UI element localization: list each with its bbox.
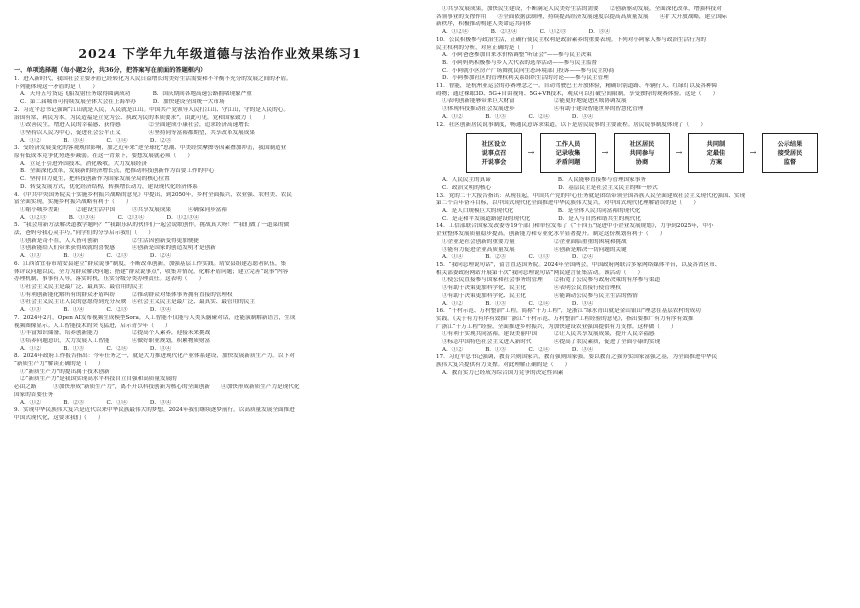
answer-options: C．是走和平发展道路建设的现代化 D．是人与自然和谐共生的现代化	[442, 215, 641, 222]
arrow-right-icon: →	[675, 148, 683, 158]
answer-options: A．①② B．①③ C．②④ D．③④	[442, 300, 594, 307]
answer-options: A．小阿爸爸参加自来水价格调整“听证会”——参与民主决策	[442, 52, 592, 59]
question-line: 9．实现中华民族伟大复兴是近代以来中华民族最伟大的梦想。2024年我们继续逐梦前行，以高质量发展全面推进	[14, 407, 295, 414]
question-line: 5．“我会用新方法解决道教学题吗？”“我跟乐队的伙伴们一起会说歌创作，挑战真大呀！”“我们做了一道菜的做	[14, 222, 290, 229]
question-line: 7．2024年2月，Open AI发布视频生成模型Sora。人工智能不仅能与人类头脑碰对话，还能演制解新语言，生成	[14, 314, 296, 321]
question-line: ③培养问题意识，大力发展人工智能 ④做好职业规划，积累物质财富	[20, 337, 211, 344]
question-line: ①使公民直接参与国家和社会事务的管理 ②拓宽了公民参与政府决策的有序参与渠道	[442, 277, 661, 284]
question-line: ①共享发展成果，加快民生建设，不断满足人民美好生活的需要 ②创新驱动发展，全面深化改革，增强科技对	[442, 6, 722, 12]
question-line: 原有低成本竞争优势逐步减弱。在这一背景下，要想发展就必须（ ）	[14, 153, 194, 160]
answer-options: A．①④ B．②③ C．①③ D．②④	[442, 254, 594, 261]
answer-options: A．①② B．①③ C．②④ D．③④	[442, 113, 594, 120]
question-line: 中国式现代化，这要求我们（ ）	[14, 414, 104, 421]
question-line: ①社会主义民主是最广泛、最真实、最管用的民主	[20, 283, 144, 290]
question-line: 1．进入新时代，我国社会主要矛盾已经转化为人民日益增长的美好生活需要和不平衡不充分的发展之间的矛盾。	[14, 76, 292, 82]
question-line: ③体现科技推动社会发展进步 ④有助于建设智能世界的智慧化管理	[442, 106, 644, 113]
question-line: 富全面实现，实施乡村振兴战略有利于（ ）	[14, 199, 132, 206]
question-line: 法，爸妈夸我心灵手巧。”同学们的分享启示我们（ ）	[14, 230, 154, 237]
question-line: ①企业是社会创新的重要力量 ②企业面临重重的困境和挑战	[442, 238, 627, 245]
answer-options: A．①②③ B．①③④ C．②③④ D．①②③④	[20, 214, 200, 221]
right-question-list-bottom	[436, 177, 846, 377]
question-line: 12．社区创新居民说事制度，畅通民意诉求渠道，以下是居民说事的主要流程。居民说事制度体现了（ ）	[436, 121, 707, 128]
question-line: 8．2024年政府工作报告指出：今年任务之一，就是大力推进现代化产业体系建设，加快发展新质生产力。以下对	[14, 353, 295, 360]
question-line: ①有利于实现共同富裕，建设美丽中国 ②让人民共享发展成果，提升人民幸福感	[442, 331, 655, 338]
answer-options: A．①③ B．①④ C．②③ D．③④	[20, 307, 172, 314]
question-line: 碍物；通过裸眼3D、5G+自由视角、5G+VR技术，观众可以打破空间限制，享受独特的观赛体验。这是（ ）	[436, 90, 719, 97]
question-line: 3．受经济发展变化的客观规律影响，加之近年来“逆全球化”思潮、中美经贸摩擦等因素叠加冲击，我国制造业	[14, 145, 287, 152]
question-line: 企业整体发展质量稳步提高，创新能力和专业化水平显著提升。制定这份规划有利于（ ）	[436, 231, 666, 238]
process-flowchart	[466, 133, 818, 173]
question-line: 13．党的二十大报告指出：从现在起，中国共产党的中心任务就是团结带领全国各族人民全面建成社会主义现代化强国、实现	[436, 192, 746, 199]
question-line: 10．公民积极参与政治生活，正确行使民主权利是政治素养的重要表现。下列对小阿家人参与政治生活行为的	[436, 36, 707, 43]
question-line: 相关部委政府网站开展第十次“我向总理说句话”网民建言征集活动。该活动（ ）	[436, 269, 644, 276]
left-column	[14, 64, 426, 604]
question-line: 体评议问题以民，全力为群众解决问题；搭建“群众说事点”，收集并情况，化解矛盾问题；建立完善“说事”内容	[14, 268, 289, 275]
left-question-list	[14, 76, 426, 423]
answer-options: A．教育实力已经成为综合国力竞争的决定性因素	[442, 369, 564, 376]
question-line: ③有助于决策更加科学化、民主化 ④能调动公民参与民主生活的热情	[442, 292, 638, 299]
question-line: 视频图像显示。人工智能技术的突飞猛进，启示青少年（ ）	[14, 322, 171, 329]
question-line: ③创新能给人们带来获得成就的喜悦感 ④创新是国家的创造发明才是创新	[20, 245, 216, 252]
flowchart-step: 社区居民 共同参与 协商	[614, 133, 670, 173]
question-line: 4．《中共中央国务院关于实施乡村振兴战略的意见》中提出，到2050年，乡村全面振兴，农业强、农村美、农民	[14, 191, 292, 198]
question-line: ③有助于决策更加科学化、民主化 ④表明公民直接行使管理权	[442, 285, 622, 292]
answer-options: C．政治文明的核心 D．基层民主是社会主义民主的唯一形式	[442, 184, 658, 191]
flowchart-step: 公示结果 接受居民 监督	[762, 133, 818, 173]
flowchart-step: 工作人员 记录收集 矛盾问题	[540, 133, 596, 173]
worksheet-title: 2024 下学年九年级道德与法治作业效果练习1	[78, 46, 362, 61]
question-line: ③标志中国特色社会主义进入新时代 ④提高了农民素质，促进了全面小康的实现	[442, 339, 661, 346]
question-line: ①表明创新能够带来巨大财富 ②能更好地促进区域协调发展	[442, 98, 627, 105]
answer-options: A．①② B．①③ C．②④ D．③④	[442, 346, 594, 353]
arrow-right-icon: →	[601, 148, 609, 158]
question-line: 必由之路 ③加快形成“新质生产力”，离不开以科技创新为核心的全面创新 ④加快形成新质生产力是现代化	[14, 384, 300, 391]
answer-options: A．①③ B．①④ C．②③ D．②④	[20, 253, 172, 260]
question-line: ③坚持以人民为中心，促进社会公平正义 ④坚持同等富裕都期望，共享改革发展成果	[20, 129, 255, 136]
question-line: 民主权利的分析，对应正确的是（ ）	[436, 44, 537, 51]
question-line: ①缩小城乡差距 ②建设生活中国 ③共享发展成果 ④确保同步富裕	[20, 206, 227, 213]
question-line: ①丰富知识储备，培养创新能力 ②提高个人素养，迎接未来挑战	[20, 330, 211, 337]
question-line: 各领事业的支撑作用 ③全面依据法制理，持续提高经济发展速度以提高高质量发展 ④扩大开放战略，建立国际	[436, 13, 727, 20]
question-line: 11．智能，是杭州亚运会的办赛理念之一。自动驾驶巴士开放体验，精确识别道路、车辆行人、红绿灯以及各种障	[436, 83, 718, 90]
question-line: 第二个百年奋斗目标，以中国式现代化全面推进中华民族伟大复兴。对中国式现代化理解错误的是（ ）	[436, 200, 699, 207]
answer-options: A．人民民主的真谛 B．人民能够直接参与管理国家事务	[442, 177, 646, 184]
question-line: 15．“我向总理说句话”，留言直达国务院。2024年全国两会，中国政府网联合多家网络媒体平台，以及各省区市、	[436, 261, 721, 268]
answer-options: C．坚持自力更生，把科技创新作为国家发展全局的核心位置	[20, 176, 170, 183]
answer-options: A．①②④ B．②③④ C．①②③ D．③④	[442, 29, 610, 36]
question-line: 2．习近平总书记强调“江山就是人民，人民就是江山。中国共产党领导人民打江山、守江山，守的是人民的心。	[14, 106, 289, 113]
answer-options: A．①② B．③④ C．①④ D．②③	[20, 137, 172, 144]
question-line: 16．“千村示范、万村整治”工程，简称“千万工程”，是浙江“绿水青山就是金山银山”理念在基层农村的成功	[436, 308, 701, 315]
question-line: 下列能体现这一矛盾的是（ ）	[14, 83, 98, 90]
answer-options: B．全面深化改革，发展新的经济增长点，把推动科技创新作为首要工作的中心	[20, 168, 215, 175]
question-line: ①“新质生产力”的提出属于技术创新	[20, 368, 110, 375]
question-line: 新秩序，积极推动构建人类命运共同体	[436, 21, 532, 28]
question-line: 办理机制，事事有人导，落实时机，压实分级分类办理责任。这表明（ ）	[14, 276, 205, 283]
question-line: 17．习近平总书记强调，教育兴则国家兴，教育强则国家强。要以教育之强夯实国家富强之基，为全面推进中华民	[436, 354, 718, 361]
answer-options: B．小阿妈妈积极参与乡人大代表的选举活动——参与民主监督	[442, 59, 598, 66]
answer-options: D．转变发展方式，优化经济结构，转换增长动力，建设现代化经济体系	[20, 183, 198, 190]
question-line: ③社会主义民主让人民的意愿得到充分反映 ④社会主义民主是最广泛、最真实、最管用的民主	[20, 299, 255, 306]
answer-options: A．①② B．①③ C．②④ D．③④	[20, 345, 172, 352]
question-line: ①创新是奇不在，人人皆可创新 ②生活因创新变得更加便捷	[20, 237, 200, 244]
answer-options: A．天舟五号货运飞船发射任务取得圆满成功 B．国庆期间各地高速公路拥堵现象严重	[20, 91, 252, 98]
question-line: 族伟大复兴提供有力支撑。对此理解正确的是（ ）	[436, 362, 571, 369]
question-line: ②“新质生产力”是我国实现高水平科技自立自强和高质量发展的	[20, 376, 177, 383]
question-line: 实践。《关于有力有序有效推广浙江“千村示范、万村整治”工程经验的意见》，指出要推广有力有序有效推	[436, 315, 694, 322]
arrow-right-icon: →	[749, 148, 757, 158]
answer-options: A．①② B．②③ C．①④ D．③④	[20, 399, 172, 406]
question-line: 治国有常，利民为本。为民造福是立党为公、执政为民的本质要求”。由此可见，党和国家致力（ ）	[14, 114, 269, 121]
answer-options: A．是人口规模巨大的现代化 B．是全体人民共同富裕的现代化	[442, 208, 641, 215]
answer-options: A．立足于引进外国技术，消化吸收，大力发展经济	[20, 160, 148, 167]
question-line: ③能有力促进企业高质量发展 ④创新是解决一切问题的关键	[442, 246, 627, 253]
question-line: 广浙江“千万工程”经验，全面推进乡村振兴，为加快建设农业强国提供有力支撑。这样做（ ）	[436, 323, 677, 330]
question-line: 6．江西省宜春市靖安县建立“群众说事”制度，不断改革创新，加强基层工作实践。靖安县组建志愿者队伍，集	[14, 260, 287, 267]
question-line: ①改善民生，增进人民的幸福感、获得感 ②全面建成小康社会，追求经济高速增长	[20, 122, 250, 129]
question-line: “新质生产力”解读正确的是（ ）	[14, 361, 104, 368]
question-line: ①有利创新能化解所有的群众矛盾纠纷 ②推动群众对集体事务拥有直接的管理权	[20, 291, 233, 298]
right-question-list-top	[436, 6, 846, 129]
question-line: 14．工信部联合国家发改委等19个部门和单位发布了《“十四五”促进中小企业发展规划》，力争到2025年，中小	[436, 223, 714, 230]
flowchart-step: 社区设立 说事点召 开说事会	[466, 133, 522, 173]
answer-options: C．小阿就小区房产广场舞扰民向生态环境部门投诉——参与民主协商	[442, 67, 615, 74]
arrow-right-icon: →	[527, 148, 535, 158]
answer-options: D．小阿参加社区的管理权利关系组织生活的讨论——参与民主管理	[442, 75, 609, 82]
question-line: 国家的首要任务	[14, 391, 54, 398]
flowchart-step: 共同制 定最佳 方案	[688, 133, 744, 173]
right-column	[436, 6, 846, 604]
answer-options: C．第二届城市可持续发展全体大会在上海举办 D．加快建设全国统一大市场	[20, 99, 225, 106]
section-heading: 一、单项选择题（每小题2分，共36分，把答案写在前面的答题框内）	[14, 67, 207, 74]
